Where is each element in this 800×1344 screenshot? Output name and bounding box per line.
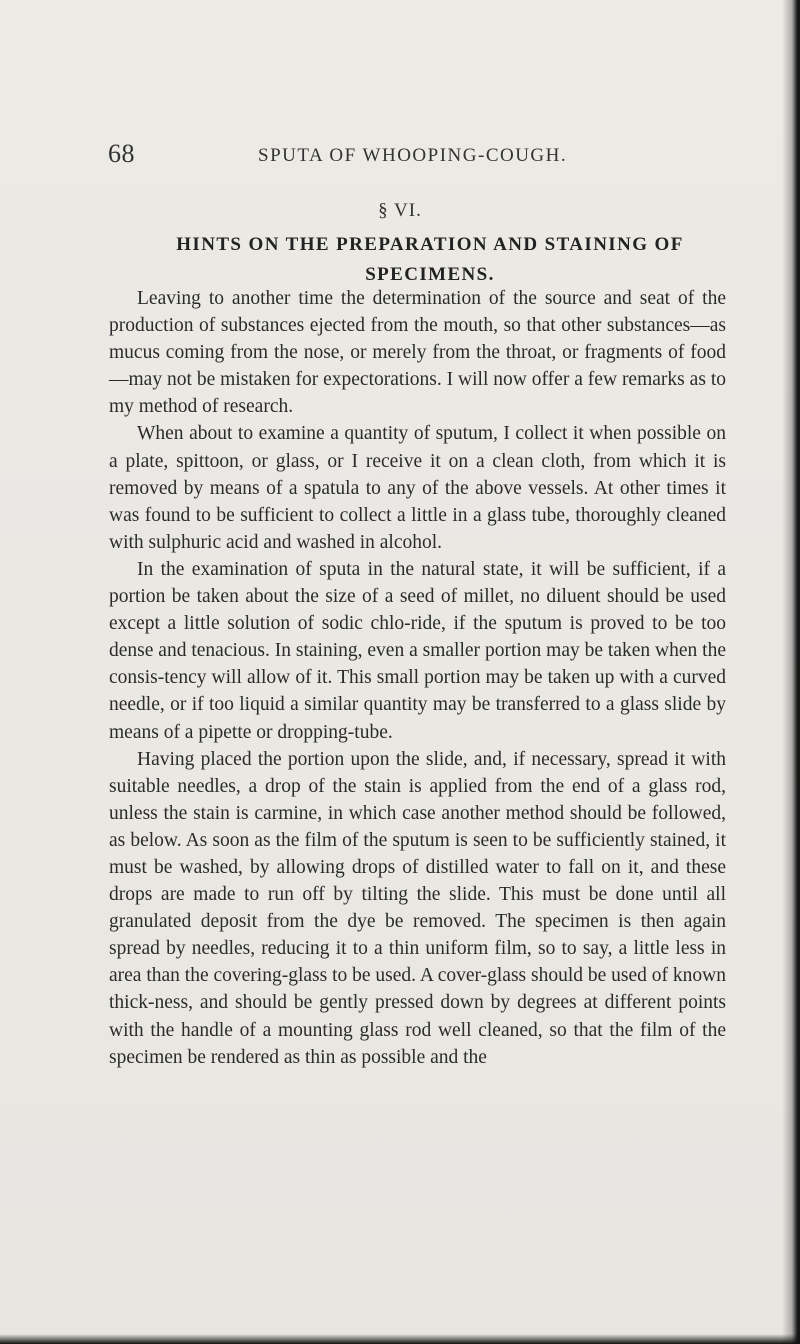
page-binding-shadow (782, 0, 800, 1344)
paragraph: Leaving to another time the determination of the source and seat of the production of substances ejected from the mouth, so that other substances—as mucus coming from the nose, or merely from the throat, or fragments of food—may not be mistaken for expectorations. I will now offer a few remarks as to my method of research. (109, 288, 726, 418)
page-number: 68 (108, 139, 135, 168)
paragraph: When about to examine a quantity of sputum, I collect it when possible on a plate, spittoon, or glass, or I receive it on a clean cloth, from which it is removed by means of a spatula to any of the above vessels. At other times it was found to be sufficient to collect a little in a glass tube, thoroughly cleaned with sulphuric acid and washed in alcohol. (109, 423, 726, 553)
page-bottom-shadow (0, 1334, 800, 1344)
body-text (109, 285, 726, 1071)
page-header (108, 139, 728, 173)
paragraph: Having placed the portion upon the slide, and, if necessary, spread it with suitable needles, a drop of the stain is applied from the end of a glass rod, unless the stain is carmine, in which case another method should be followed, as below. As soon as the film of the sputum is seen to be sufficiently stained, it must be washed, by allowing drops of distilled water to fall on it, and these drops are made to run off by tilting the slide. This must be done until all granulated deposit from the dye be removed. The specimen is then again spread by needles, reducing it to a thin uniform film, so to say, a little less in area than the covering-glass to be used. A cover-glass should be used of known thick-ness, and should be gently pressed down by degrees at different points with the handle of a mounting glass rod well cleaned, so that the film of the specimen be rendered as thin as possible and the (109, 748, 726, 1068)
paragraph: In the examination of sputa in the natural state, it will be sufficient, if a portion be taken about the size of a seed of millet, no diluent should be used except a little solution of sodic chlo-ride, if the sputum is proved to be too dense and tenacious. In staining, even a smaller portion may be taken when the consis-tency will allow of it. This small portion may be taken up with a curved needle, or if too liquid a similar quantity may be transferred to a glass slide by means of a pipette or dropping-tube. (109, 558, 726, 743)
section-heading: HINTS ON THE PREPARATION AND STAINING OF SPECIMENS. (176, 234, 684, 285)
section-number: § VI. (378, 200, 422, 221)
running-head: SPUTA OF WHOOPING-COUGH. (258, 145, 568, 166)
